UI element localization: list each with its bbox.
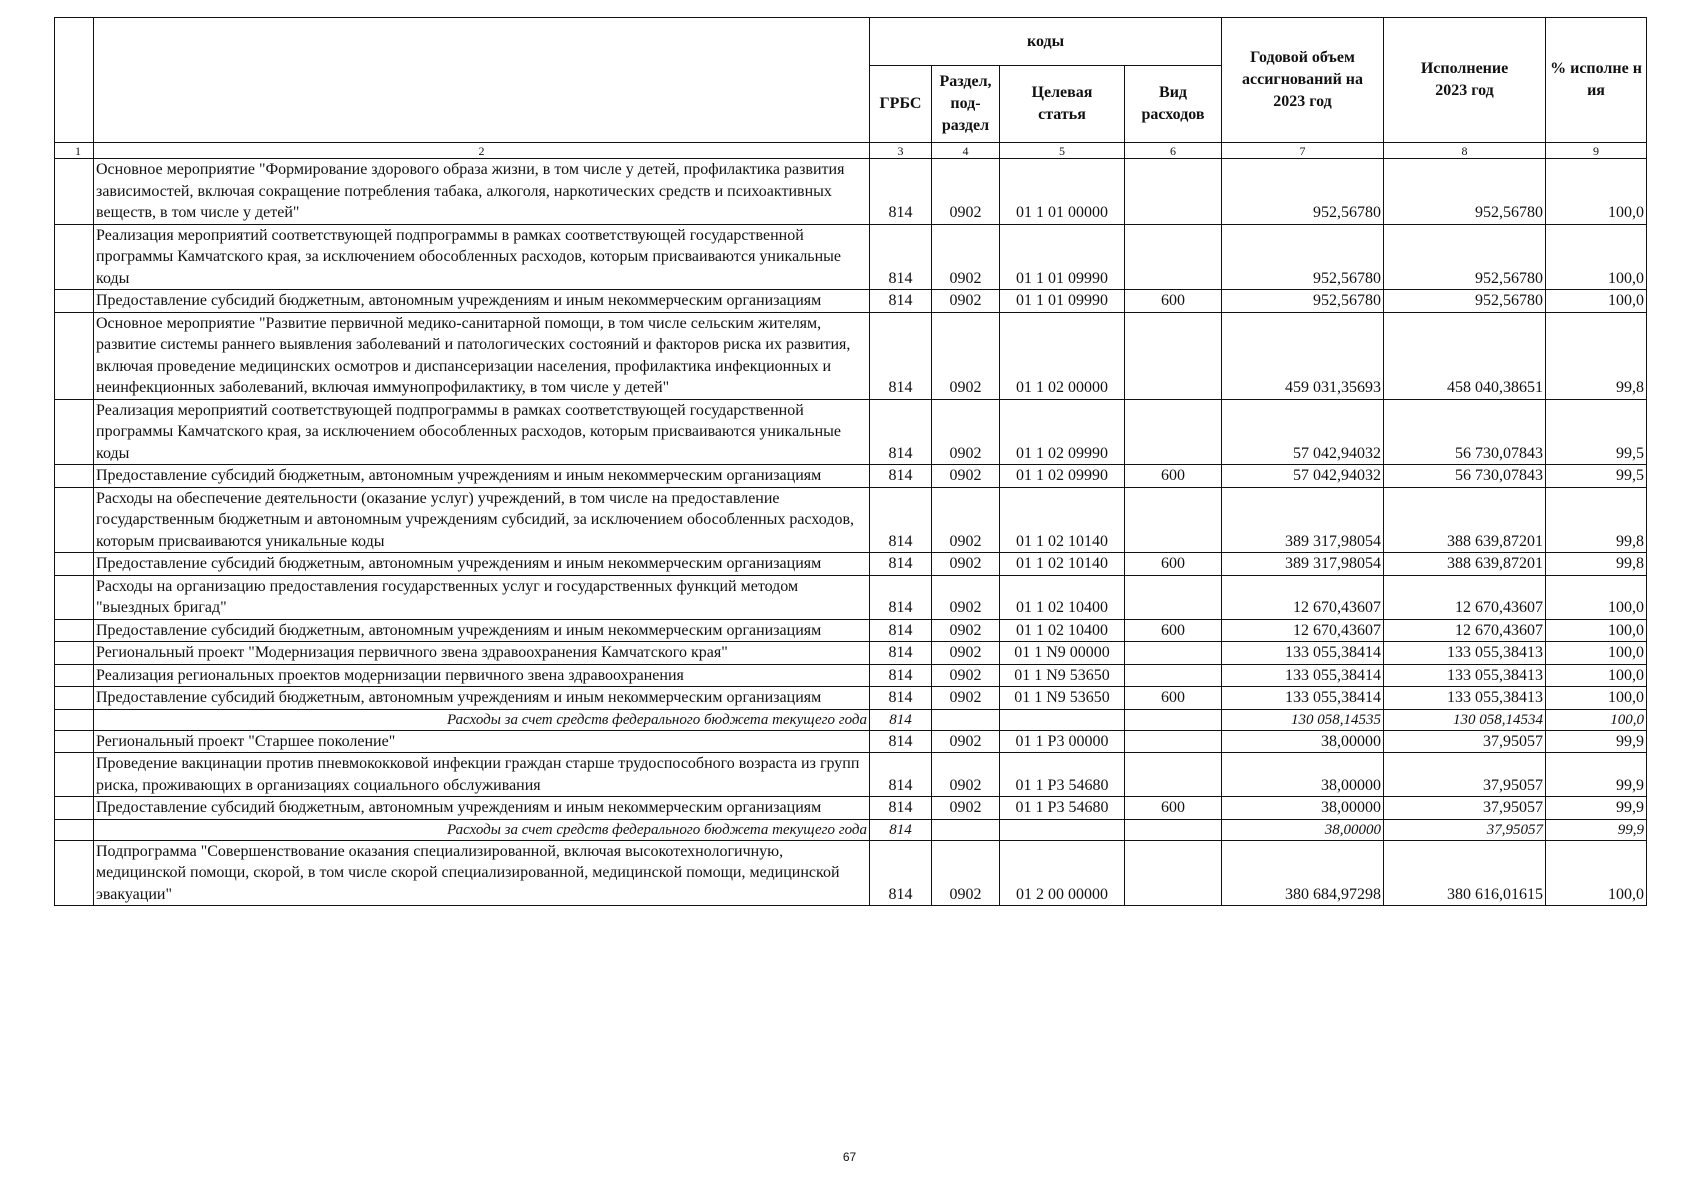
row-index-cell (55, 159, 94, 225)
table-header (55, 18, 1647, 159)
row-index-cell (55, 487, 94, 553)
row-expense-type: 600 (1125, 687, 1222, 710)
row-percent: 100,0 (1546, 619, 1647, 642)
table-row (55, 642, 1647, 665)
column-number: 3 (870, 143, 932, 159)
header-codes-group: коды (870, 18, 1222, 66)
row-index-cell (55, 730, 94, 753)
row-annual-volume: 38,00000 (1222, 797, 1384, 820)
table-row (55, 575, 1647, 619)
row-grbs: 814 (870, 575, 932, 619)
row-index-cell (55, 797, 94, 820)
row-grbs: 814 (870, 642, 932, 665)
row-execution: 952,56780 (1384, 159, 1546, 225)
row-index-cell (55, 642, 94, 665)
row-section: 0902 (932, 730, 1000, 753)
row-index-cell (55, 224, 94, 290)
row-execution: 12 670,43607 (1384, 619, 1546, 642)
row-annual-volume: 12 670,43607 (1222, 619, 1384, 642)
row-percent: 100,0 (1546, 290, 1647, 313)
row-section: 0902 (932, 664, 1000, 687)
row-percent: 99,5 (1546, 465, 1647, 488)
row-target-article (1000, 709, 1125, 730)
row-percent: 99,9 (1546, 753, 1647, 797)
row-grbs: 814 (870, 819, 932, 840)
row-description: Предоставление субсидий бюджетным, автономным учреждениям и иным некоммерческим организациям (94, 465, 870, 488)
row-section: 0902 (932, 575, 1000, 619)
row-annual-volume: 952,56780 (1222, 290, 1384, 313)
row-execution: 952,56780 (1384, 290, 1546, 313)
table-row (55, 730, 1647, 753)
row-description: Проведение вакцинации против пневмококковой инфекции граждан старше трудоспособного возраста из групп риска, проживающих в организациях социального обслуживания (94, 753, 870, 797)
page-number: 67 (842, 1150, 857, 1164)
row-description: Расходы на обеспечение деятельности (оказание услуг) учреждений, в том числе на предоставление государственным бюджетным и автономным учреждениям субсидий, за исключением обособленных расходов, которым присваиваются уникальные коды (94, 487, 870, 553)
row-index-cell (55, 575, 94, 619)
row-grbs: 814 (870, 709, 932, 730)
row-target-article: 01 2 00 00000 (1000, 840, 1125, 906)
table-row (55, 753, 1647, 797)
row-target-article: 01 1 02 09990 (1000, 399, 1125, 465)
row-annual-volume: 952,56780 (1222, 224, 1384, 290)
header-annual-volume: Годовой объем ассигнований на 2023 год (1222, 18, 1384, 143)
row-index-cell (55, 753, 94, 797)
row-execution: 952,56780 (1384, 224, 1546, 290)
row-grbs: 814 (870, 730, 932, 753)
row-description: Основное мероприятие "Развитие первичной медико-санитарной помощи, в том числе сельским жителям, развитие системы раннего выявления заболеваний и патологических состояний и факторов риска их развития, включая проведение медицинских осмотров и диспансеризации населения, профилактика инфекционных и неинфекционных заболеваний, включая иммунопрофилактику, в том числе у детей" (94, 312, 870, 399)
row-execution: 37,95057 (1384, 797, 1546, 820)
row-grbs: 814 (870, 290, 932, 313)
row-grbs: 814 (870, 687, 932, 710)
row-target-article: 01 1 N9 00000 (1000, 642, 1125, 665)
row-percent: 99,9 (1546, 730, 1647, 753)
row-percent: 100,0 (1546, 664, 1647, 687)
row-target-article: 01 1 01 00000 (1000, 159, 1125, 225)
row-expense-type: 600 (1125, 290, 1222, 313)
column-number: 7 (1222, 143, 1384, 159)
row-section: 0902 (932, 619, 1000, 642)
row-expense-type (1125, 487, 1222, 553)
row-grbs: 814 (870, 224, 932, 290)
row-target-article: 01 1 02 10400 (1000, 619, 1125, 642)
row-description: Реализация мероприятий соответствующей подпрограммы в рамках соответствующей государственной программы Камчатского края, за исключением обособленных расходов, которым присваиваются уникальные коды (94, 224, 870, 290)
row-section: 0902 (932, 399, 1000, 465)
row-expense-type (1125, 709, 1222, 730)
header-execution: Исполнение 2023 год (1384, 18, 1546, 143)
row-target-article: 01 1 02 10400 (1000, 575, 1125, 619)
budget-table-sheet (54, 17, 1646, 906)
row-description: Расходы на организацию предоставления государственных услуг и государственных функций методом "выездных бригад" (94, 575, 870, 619)
row-target-article: 01 1 P3 54680 (1000, 753, 1125, 797)
budget-execution-table (54, 17, 1647, 906)
row-target-article: 01 1 P3 54680 (1000, 797, 1125, 820)
table-row (55, 687, 1647, 710)
row-execution: 12 670,43607 (1384, 575, 1546, 619)
row-execution: 37,95057 (1384, 819, 1546, 840)
column-number: 9 (1546, 143, 1647, 159)
row-percent: 100,0 (1546, 840, 1647, 906)
row-grbs: 814 (870, 619, 932, 642)
row-description: Предоставление субсидий бюджетным, автономным учреждениям и иным некоммерческим организациям (94, 553, 870, 576)
row-target-article: 01 1 02 09990 (1000, 465, 1125, 488)
row-grbs: 814 (870, 840, 932, 906)
header-section: Раздел, под-раздел (932, 66, 1000, 143)
row-target-article (1000, 819, 1125, 840)
header-blank-2 (94, 18, 870, 143)
row-index-cell (55, 290, 94, 313)
column-number: 4 (932, 143, 1000, 159)
row-section: 0902 (932, 797, 1000, 820)
row-grbs: 814 (870, 664, 932, 687)
header-blank-1 (55, 18, 94, 143)
row-expense-type: 600 (1125, 465, 1222, 488)
row-target-article: 01 1 02 10140 (1000, 553, 1125, 576)
row-description: Основное мероприятие "Формирование здорового образа жизни, в том числе у детей, профилактика развития зависимостей, включая сокращение потребления табака, алкоголя, наркотических средств и психоактивных веществ, в том числе у детей" (94, 159, 870, 225)
row-percent: 100,0 (1546, 642, 1647, 665)
row-grbs: 814 (870, 487, 932, 553)
table-row (55, 840, 1647, 906)
row-expense-type (1125, 399, 1222, 465)
row-description: Региональный проект "Старшее поколение" (94, 730, 870, 753)
row-expense-type (1125, 819, 1222, 840)
row-expense-type (1125, 642, 1222, 665)
row-annual-volume: 133 055,38414 (1222, 687, 1384, 710)
row-expense-type (1125, 664, 1222, 687)
row-index-cell (55, 465, 94, 488)
row-percent: 100,0 (1546, 709, 1647, 730)
row-expense-type (1125, 312, 1222, 399)
row-index-cell (55, 399, 94, 465)
row-section (932, 819, 1000, 840)
table-row (55, 553, 1647, 576)
row-expense-type (1125, 840, 1222, 906)
header-expense-type: Вид расходов (1125, 66, 1222, 143)
row-execution: 458 040,38651 (1384, 312, 1546, 399)
column-number: 6 (1125, 143, 1222, 159)
row-annual-volume: 389 317,98054 (1222, 487, 1384, 553)
row-target-article: 01 1 02 00000 (1000, 312, 1125, 399)
row-annual-volume: 952,56780 (1222, 159, 1384, 225)
row-index-cell (55, 840, 94, 906)
row-execution: 37,95057 (1384, 730, 1546, 753)
row-index-cell (55, 687, 94, 710)
column-number: 1 (55, 143, 94, 159)
row-expense-type (1125, 224, 1222, 290)
table-row (55, 664, 1647, 687)
row-execution: 380 616,01615 (1384, 840, 1546, 906)
table-row (55, 224, 1647, 290)
row-expense-type (1125, 575, 1222, 619)
row-percent: 99,9 (1546, 819, 1647, 840)
row-annual-volume: 38,00000 (1222, 730, 1384, 753)
row-section: 0902 (932, 290, 1000, 313)
row-target-article: 01 1 01 09990 (1000, 290, 1125, 313)
row-annual-volume: 133 055,38414 (1222, 642, 1384, 665)
row-description: Реализация мероприятий соответствующей подпрограммы в рамках соответствующей государственной программы Камчатского края, за исключением обособленных расходов, которым присваиваются уникальные коды (94, 399, 870, 465)
row-expense-type: 600 (1125, 619, 1222, 642)
row-annual-volume: 389 317,98054 (1222, 553, 1384, 576)
row-section: 0902 (932, 159, 1000, 225)
row-annual-volume: 459 031,35693 (1222, 312, 1384, 399)
row-index-cell (55, 619, 94, 642)
row-execution: 133 055,38413 (1384, 687, 1546, 710)
row-expense-type (1125, 753, 1222, 797)
row-grbs: 814 (870, 465, 932, 488)
row-section: 0902 (932, 642, 1000, 665)
row-section: 0902 (932, 487, 1000, 553)
table-row (55, 159, 1647, 225)
table-row (55, 709, 1647, 730)
row-index-cell (55, 664, 94, 687)
row-section: 0902 (932, 553, 1000, 576)
column-number: 2 (94, 143, 870, 159)
row-grbs: 814 (870, 399, 932, 465)
row-expense-type: 600 (1125, 553, 1222, 576)
column-number-row (55, 143, 1647, 159)
row-execution: 388 639,87201 (1384, 487, 1546, 553)
row-execution: 56 730,07843 (1384, 399, 1546, 465)
row-target-article: 01 1 N9 53650 (1000, 687, 1125, 710)
row-description: Предоставление субсидий бюджетным, автономным учреждениям и иным некоммерческим организациям (94, 290, 870, 313)
table-row (55, 399, 1647, 465)
row-expense-type: 600 (1125, 797, 1222, 820)
row-section: 0902 (932, 687, 1000, 710)
row-section: 0902 (932, 840, 1000, 906)
row-percent: 100,0 (1546, 687, 1647, 710)
row-percent: 100,0 (1546, 224, 1647, 290)
row-grbs: 814 (870, 753, 932, 797)
row-percent: 99,5 (1546, 399, 1647, 465)
row-annual-volume: 133 055,38414 (1222, 664, 1384, 687)
row-description: Расходы за счет средств федерального бюджета текущего года (94, 709, 870, 730)
row-target-article: 01 1 02 10140 (1000, 487, 1125, 553)
row-percent: 99,9 (1546, 797, 1647, 820)
row-expense-type (1125, 159, 1222, 225)
row-index-cell (55, 312, 94, 399)
row-section: 0902 (932, 224, 1000, 290)
row-description: Подпрограмма "Совершенствование оказания специализированной, включая высокотехнологичную, медицинской помощи, скорой, в том числе скорой специализированной, медицинской помощи, медицинской эвакуации" (94, 840, 870, 906)
row-description: Предоставление субсидий бюджетным, автономным учреждениям и иным некоммерческим организациям (94, 619, 870, 642)
table-row (55, 312, 1647, 399)
table-row (55, 290, 1647, 313)
row-target-article: 01 1 P3 00000 (1000, 730, 1125, 753)
row-annual-volume: 57 042,94032 (1222, 465, 1384, 488)
row-annual-volume: 38,00000 (1222, 819, 1384, 840)
table-row (55, 619, 1647, 642)
table-row (55, 465, 1647, 488)
row-execution: 133 055,38413 (1384, 642, 1546, 665)
table-row (55, 797, 1647, 820)
row-percent: 99,8 (1546, 553, 1647, 576)
row-percent: 99,8 (1546, 312, 1647, 399)
row-description: Предоставление субсидий бюджетным, автономным учреждениям и иным некоммерческим организациям (94, 687, 870, 710)
row-section: 0902 (932, 753, 1000, 797)
header-percent: % исполне ния (1546, 18, 1647, 143)
row-index-cell (55, 709, 94, 730)
row-percent: 100,0 (1546, 159, 1647, 225)
row-index-cell (55, 819, 94, 840)
header-target-article: Целевая статья (1000, 66, 1125, 143)
row-annual-volume: 12 670,43607 (1222, 575, 1384, 619)
row-annual-volume: 38,00000 (1222, 753, 1384, 797)
row-execution: 388 639,87201 (1384, 553, 1546, 576)
table-row (55, 487, 1647, 553)
table-row (55, 819, 1647, 840)
row-annual-volume: 57 042,94032 (1222, 399, 1384, 465)
row-percent: 100,0 (1546, 575, 1647, 619)
row-target-article: 01 1 01 09990 (1000, 224, 1125, 290)
row-description: Предоставление субсидий бюджетным, автономным учреждениям и иным некоммерческим организациям (94, 797, 870, 820)
row-expense-type (1125, 730, 1222, 753)
row-grbs: 814 (870, 553, 932, 576)
row-target-article: 01 1 N9 53650 (1000, 664, 1125, 687)
row-annual-volume: 130 058,14535 (1222, 709, 1384, 730)
row-description: Расходы за счет средств федерального бюджета текущего года (94, 819, 870, 840)
row-section: 0902 (932, 312, 1000, 399)
row-grbs: 814 (870, 797, 932, 820)
row-description: Реализация региональных проектов модернизации первичного звена здравоохранения (94, 664, 870, 687)
table-body (55, 159, 1647, 906)
row-index-cell (55, 553, 94, 576)
row-execution: 130 058,14534 (1384, 709, 1546, 730)
column-number: 5 (1000, 143, 1125, 159)
row-section: 0902 (932, 465, 1000, 488)
row-execution: 133 055,38413 (1384, 664, 1546, 687)
row-execution: 37,95057 (1384, 753, 1546, 797)
row-description: Региональный проект "Модернизация первичного звена здравоохранения Камчатского края" (94, 642, 870, 665)
row-grbs: 814 (870, 312, 932, 399)
row-execution: 56 730,07843 (1384, 465, 1546, 488)
row-annual-volume: 380 684,97298 (1222, 840, 1384, 906)
header-grbs: ГРБС (870, 66, 932, 143)
row-percent: 99,8 (1546, 487, 1647, 553)
column-number: 8 (1384, 143, 1546, 159)
row-grbs: 814 (870, 159, 932, 225)
row-section (932, 709, 1000, 730)
